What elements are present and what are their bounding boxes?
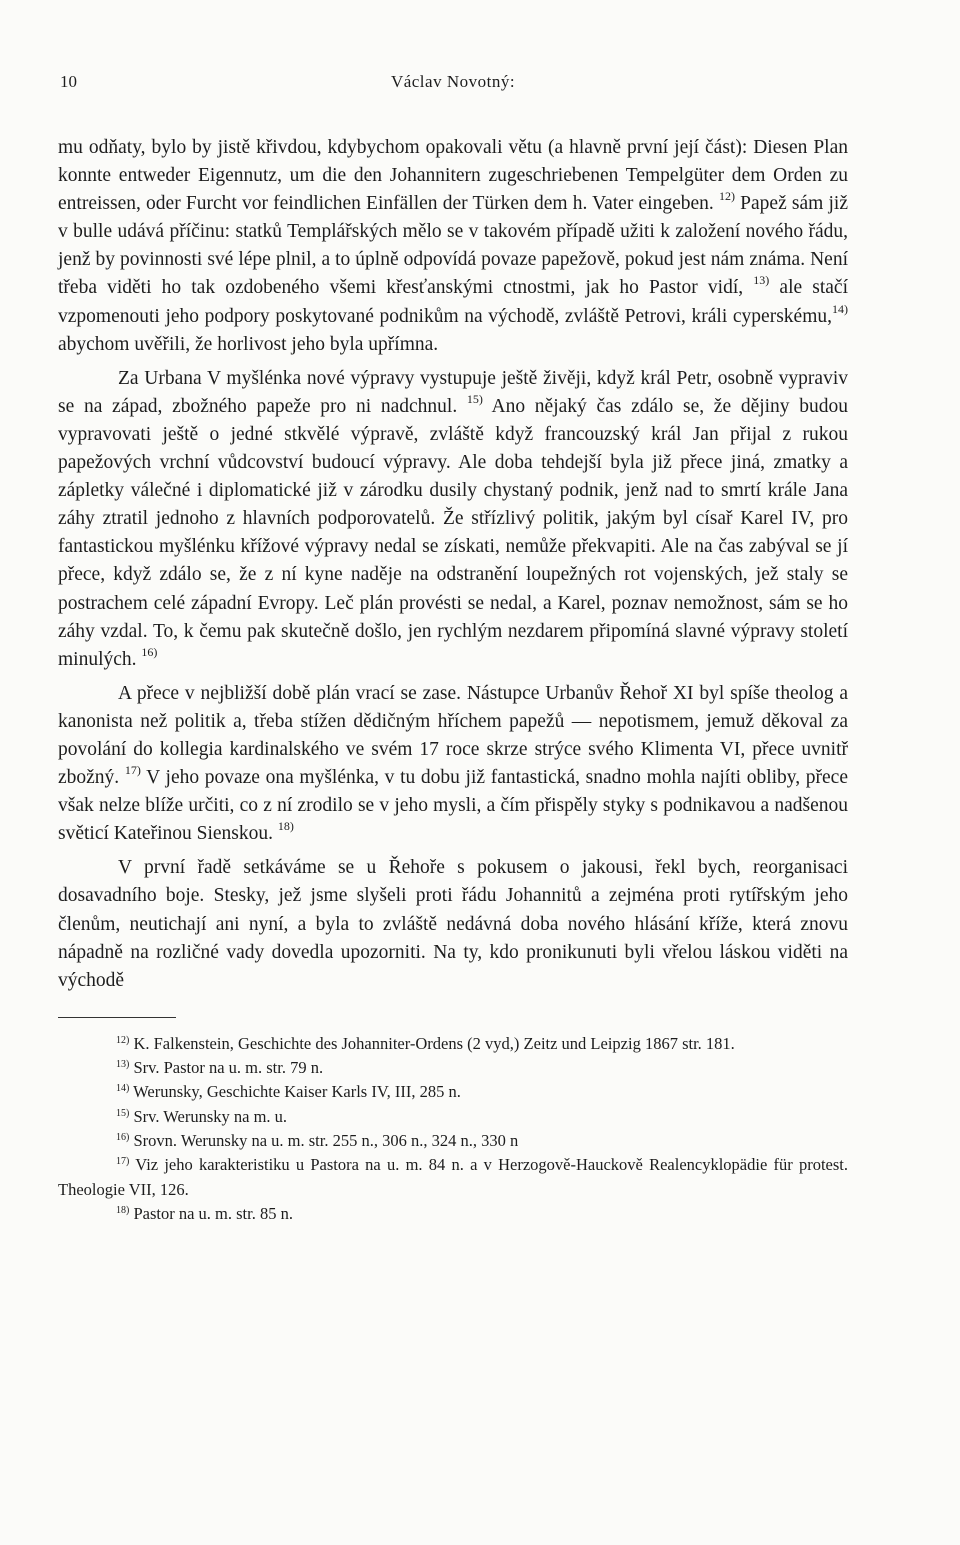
footnote	[58, 1056, 848, 1080]
paragraph-text: A přece v nejbližší době plán vrací se zase. Nástupce Urbanův Řehoř XI byl spíše theolog a kanonista než politik a, třeba stížen dědičným hříchem papežů — nepotismem, jemuž děkoval za povolání do kollegia kardinalského ve svém 17 roce skrze strýce svého Klimenta VI, přece uvnitř zbožný.	[58, 682, 848, 789]
paragraph	[58, 365, 848, 674]
footnote-text: Srv. Werunsky na m. u.	[133, 1106, 288, 1126]
footnote-text: Srovn. Werunsky na u. m. str. 255 n., 306 n., 324 n., 330 n	[133, 1131, 519, 1150]
page-header	[58, 70, 848, 100]
footnote-divider	[58, 1017, 176, 1018]
main-text	[58, 134, 848, 995]
footnote-text: Pastor na u. m. str. 85 n.	[133, 1203, 293, 1223]
page-number: 10	[60, 72, 77, 91]
footnote-number: 15)	[116, 1107, 130, 1119]
footnote-marker	[116, 1153, 129, 1177]
footnote-marker	[116, 1105, 129, 1129]
footnote	[58, 1153, 848, 1202]
footnote-marker	[116, 1032, 129, 1056]
footnote-number: 14)	[116, 1083, 130, 1095]
paragraph	[58, 680, 848, 849]
footnote-number: 16)	[116, 1132, 130, 1143]
footnote-text: Viz jeho karakteristiku u Pastora na u. m. 84 n. a v Herzogově-Hauckově Realencyklopädie für protest. Theologie VII, 126.	[58, 1155, 849, 1199]
paragraph-text: Ano nějaký čas zdálo se, že dějiny budou vypravovati ještě o jedné stkvělé výpravě, zvláště když francouzský král Jan přijal z rukou papežových vrchní vůdcovství budoucí výpravy. Ale doba tehdejší byla již přece jiná, zmatky a zápletky válečné i diplomatické již v zárodku dusily chystaný podnik, jenž nad to smrtí krále Jana záhy ztratil jednoho z hlavních podporovatelů. Že střízlivý politik, jakým byl císař Karel IV, pro fantastickou myšlénku křížové výpravy nedal se získati, nemůže překvapiti. Ale na čas zabýval se jí přece, když zdálo se, že z ní kyne naděje na odstranění loupežných rot vojenských, jež staly se postrachem celé západní Evropy. Leč plán provésti se nedal, a Karel, poznav nemožnost, sám se ho záhy vzdal. To, k čemu pak skutečně došlo, jen rychlým nezdarem připomíná slavné výpravy století minulých.	[58, 395, 848, 670]
footnote-text: K. Falkenstein, Geschichte des Johanniter-Ordens (2 vyd,) Zeitz und Leipzig 1867 str. 181.	[133, 1033, 735, 1053]
footnote-marker	[116, 1056, 129, 1080]
footnote-number: 13)	[116, 1059, 130, 1071]
footnote-marker	[116, 1202, 129, 1226]
paragraph-text: Papež sám již v bulle udává příčinu: statků Templářských mělo se v takovém případě užiti k založení nového řádu, jenž by povinnosti své lépe plnil, a to úplně odpovídá povaze papežově, pokud jest nám známa. Není třeba viděti ho tak ozdobeného všemi křesťanskými ctnostmi, jak ho Pastor vidí,	[58, 193, 848, 299]
footnote-reference: 16)	[141, 644, 158, 659]
footnote-reference: 15)	[466, 391, 483, 406]
footnote-reference: 17)	[124, 763, 141, 778]
footnote-number: 17)	[116, 1156, 130, 1168]
paragraph-text: abychom uvěřili, že horlivost jeho byla upřímna.	[58, 333, 439, 355]
footnote	[58, 1032, 848, 1056]
paragraph-text: V první řadě setkáváme se u Řehoře s pokusem o jakousi, řekl bych, reorganisaci dosavadního boje. Stesky, jež jsme slyšeli proti řádu Johannitů a zejména proti rytířským jeho členům, neutichají ani nyní, a byla to zvláště nedávná doba nového hlásání kříže, která znovu nápadně na rozličné vady dovedla upozorniti. Na ty, kdo pronikunuti byli vřelou láskou viděti na východě	[58, 857, 848, 991]
footnote	[58, 1202, 848, 1226]
paragraph-text: ale stačí vzpomenouti jeho podpory poskytované podnikům na východě, zvláště Petrovi, králi cyperskému,	[58, 277, 849, 327]
footnote-reference: 12)	[718, 189, 735, 204]
paragraph	[58, 854, 848, 994]
footnote-text: Werunsky, Geschichte Kaiser Karls IV, III, 285 n.	[133, 1082, 461, 1102]
footnote-text: Srv. Pastor na u. m. str. 79 n.	[133, 1058, 324, 1078]
footnote-marker	[116, 1080, 129, 1104]
running-title: Václav Novotný:	[390, 72, 516, 91]
book-page	[58, 70, 848, 1226]
footnote	[58, 1105, 848, 1129]
footnote-reference: 13)	[753, 273, 770, 288]
footnotes	[58, 1032, 848, 1226]
paragraph-text: Za Urbana V myšlénka nové výpravy vystupuje ještě živěji, když král Petr, osobně vypraviv se na západ, zbožného papeže pro ni nadchnul.	[58, 367, 848, 417]
footnote	[58, 1080, 848, 1104]
footnote-marker	[116, 1129, 129, 1153]
paragraph	[58, 134, 848, 359]
footnote-reference: 18)	[277, 819, 294, 834]
footnote-number: 12)	[116, 1034, 130, 1046]
footnote-number: 18)	[116, 1204, 130, 1216]
footnote	[58, 1129, 848, 1153]
paragraph-text: V jeho povaze ona myšlénka, v tu dobu již fantastická, snadno mohla najíti obliby, přece však nelze blíže určiti, co z ní zrodilo se v jeho mysli, a čím přispěly styky s podnikavou a nadšenou světicí Kateřinou Sienskou.	[58, 767, 848, 845]
paragraph-text: mu odňaty, bylo by jistě křivdou, kdybychom opakovali větu (a hlavně první její část): Diesen Plan konnte entweder Eigennutz, um die den Johannitern zugeschriebenen Tempelgüter dem Orden zu entreissen, oder Furcht vor feindlichen Einfällen der Türken dem h. Vater eingeben.	[58, 137, 848, 215]
footnote-reference: 14)	[832, 301, 848, 316]
